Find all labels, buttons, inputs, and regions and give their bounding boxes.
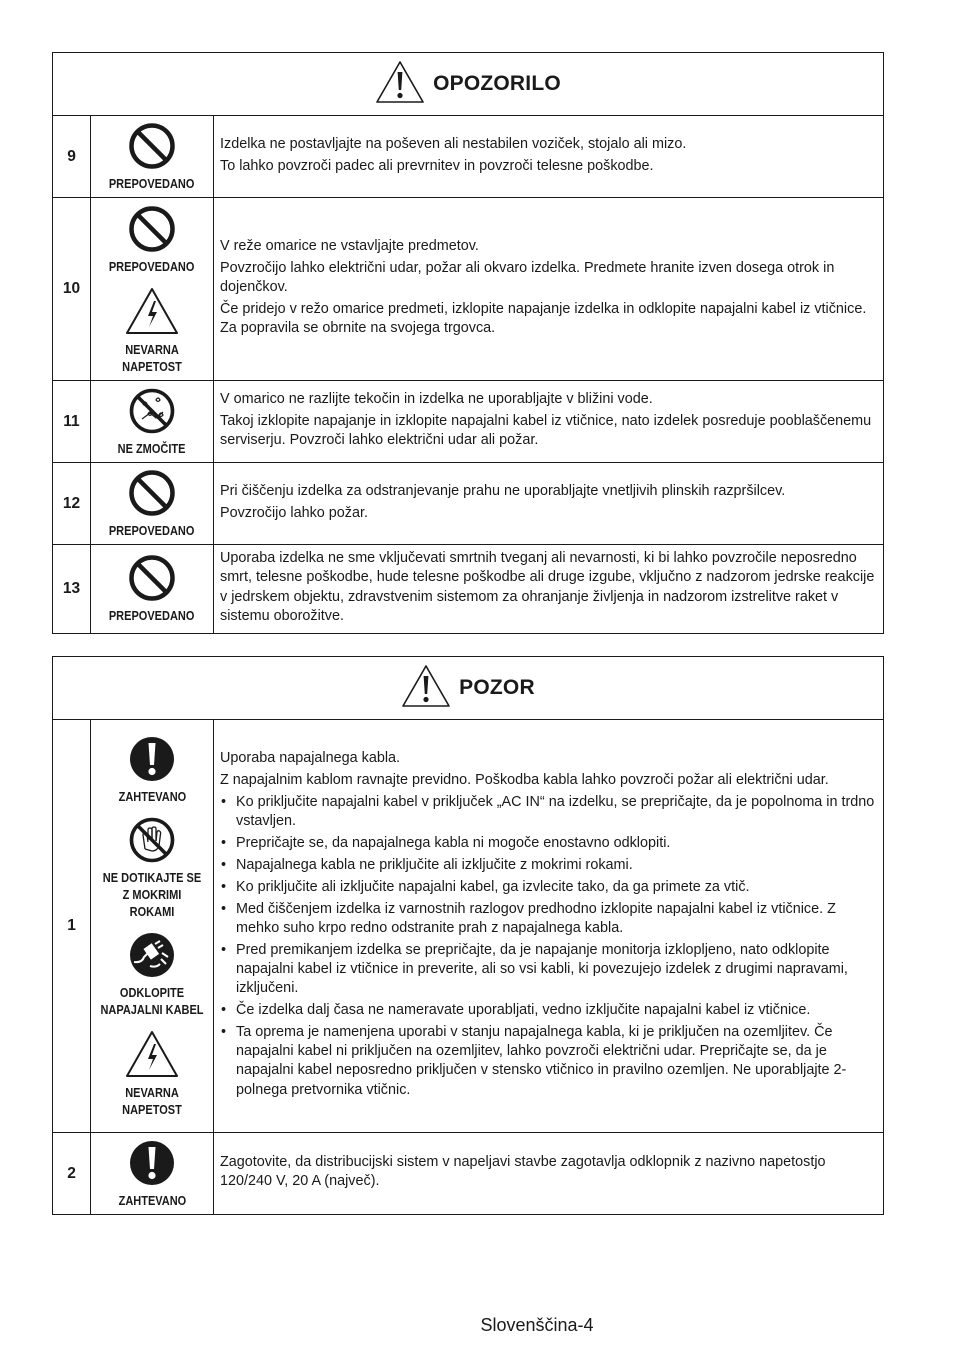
symbol-block <box>93 469 211 540</box>
symbol-caption: ODKLOPITE NAPAJALNI KABEL <box>100 986 204 1017</box>
warning-table <box>52 52 884 634</box>
mandatory-icon <box>128 735 176 783</box>
instruction-paragraph: Povzročijo lahko požar. <box>220 504 368 521</box>
high-voltage-icon <box>124 1029 180 1079</box>
caution-table <box>52 656 884 1215</box>
instruction-text <box>214 463 884 545</box>
symbol-caption: ZAHTEVANO <box>118 790 186 804</box>
instruction-paragraph: V reže omarice ne vstavljajte predmetov. <box>220 238 479 254</box>
instruction-paragraph: V omarico ne razlijte tekočin in izdelka ne uporabljajte v bližini vode. <box>220 391 653 408</box>
item-number: 9 <box>53 116 91 198</box>
prohibited-icon <box>128 205 176 253</box>
symbol-caption: PREPOVEDANO <box>109 177 195 191</box>
instruction-paragraph: Če pridejo v režo omarice predmeti, izklopite napajanje izdelka in odklopite napajalni kabel iz vtičnice. Za popravila se obrnite na svojega trgovca. <box>220 300 867 337</box>
symbol-caption: NEVARNA NAPETOST <box>122 1086 182 1117</box>
warning-row <box>53 116 884 198</box>
symbol-block <box>93 286 211 376</box>
warning-row <box>53 381 884 463</box>
no-wet-hands-icon <box>128 816 176 864</box>
instruction-paragraph: Z napajalnim kablom ravnajte previdno. Poškodba kabla lahko povzroči požar ali električni udar. <box>220 772 829 789</box>
caution-triangle-icon <box>401 664 451 713</box>
symbol-caption: NE DOTIKAJTE SE Z MOKRIMI ROKAMI <box>102 871 202 919</box>
symbol-cell <box>91 720 214 1133</box>
item-number: 2 <box>53 1133 91 1215</box>
page-number-label: Slovenščina-4 <box>480 1315 594 1335</box>
symbol-block <box>93 735 211 806</box>
prohibited-icon <box>128 469 176 517</box>
symbol-caption: PREPOVEDANO <box>109 609 195 624</box>
symbol-block <box>93 1139 211 1210</box>
instruction-paragraph: Pri čiščenju izdelka za odstranjevanje prahu ne uporabljajte vnetljivih plinskih razpršilcev. <box>220 482 786 499</box>
item-number: 13 <box>53 545 91 634</box>
warning-row <box>53 198 884 381</box>
symbol-caption: PREPOVEDANO <box>109 524 195 538</box>
instruction-text <box>214 198 884 381</box>
instruction-bullet: • Ko priključite napajalni kabel v priključek „AC IN“ na izdelku, se prepričajte, da je popolnoma in trdno vstavljen. <box>220 793 877 832</box>
symbol-caption: PREPOVEDANO <box>109 259 195 274</box>
warning-row <box>53 463 884 545</box>
symbol-block <box>93 205 211 276</box>
instruction-text <box>214 1133 884 1215</box>
symbol-cell <box>91 198 214 381</box>
instruction-text <box>214 545 884 634</box>
instruction-bullet: • Pred premikanjem izdelka se prepričajte, da je napajanje monitorja izklopljeno, nato odklopite napajalni kabel iz vtičnice in preverite, ali so vsi kabli, ki povezujejo izdelek z drugimi napravami, izključeni. <box>220 941 877 999</box>
caution-row <box>53 720 884 1133</box>
page-footer <box>0 1315 954 1336</box>
warning-header <box>53 53 884 116</box>
item-number: 1 <box>53 720 91 1133</box>
prohibited-icon <box>128 554 176 602</box>
symbol-block <box>93 1029 211 1119</box>
caution-title: POZOR <box>459 676 535 699</box>
item-number: 12 <box>53 463 91 545</box>
symbol-cell <box>91 545 214 634</box>
symbol-caption: NE ZMOČITE <box>118 442 186 456</box>
warning-row <box>53 545 884 634</box>
instruction-paragraph: Uporaba napajalnega kabla. <box>220 750 401 767</box>
instruction-bullet: • Napajalnega kabla ne priključite ali izključite z mokrimi rokami. <box>220 856 877 875</box>
symbol-cell <box>91 1133 214 1215</box>
caution-header <box>53 657 884 720</box>
instruction-bullet: • Ta oprema je namenjena uporabi v stanju napajalnega kabla, ki je priključen na ozemljitev. Če napajalni kabel ni priključen na ozemljitev, lahko povzroči električni udar. Prepričajte se, da je napajalni kabel neposredno priključen v stensko vtičnico in pravilno ozemljen. Ne uporabljajte 2-polnega pretvornika vtičnic. <box>220 1023 877 1100</box>
high-voltage-icon <box>124 286 180 336</box>
instruction-bullet: • Prepričajte se, da napajalnega kabla ni mogoče enostavno odklopiti. <box>220 834 877 853</box>
item-number: 10 <box>53 198 91 381</box>
caution-row <box>53 1133 884 1215</box>
symbol-block <box>93 816 211 921</box>
symbol-caption: ZAHTEVANO <box>118 1194 186 1208</box>
instruction-paragraph: Zagotovite, da distribucijski sistem v napeljavi stavbe zagotavlja odklopnik z nazivno napetostjo 120/240 V, 20 A (največ). <box>220 1153 826 1190</box>
instruction-text <box>214 381 884 463</box>
instruction-paragraph: To lahko povzroči padec ali prevrnitev in povzroči telesne poškodbe. <box>220 157 654 174</box>
symbol-block <box>93 122 211 193</box>
mandatory-icon <box>128 1139 176 1187</box>
warning-title: OPOZORILO <box>433 72 561 95</box>
instruction-bullet: • Med čiščenjem izdelka iz varnostnih razlogov predhodno izklopite napajalni kabel iz vtičnice. Z mehko suho krpo redno odstranite prah z napajalnega kabla. <box>220 900 877 939</box>
prohibited-icon <box>128 122 176 170</box>
instruction-bullet: • Ko priključite ali izključite napajalni kabel, ga izvlecite tako, da ga primete za vtič. <box>220 878 877 897</box>
unplug-icon <box>128 931 176 979</box>
instruction-bullet: • Če izdelka dalj časa ne nameravate uporabljati, vedno izključite napajalni kabel iz vtičnice. <box>220 1001 877 1020</box>
no-wet-icon <box>128 387 176 435</box>
symbol-caption: NEVARNA NAPETOST <box>122 342 182 374</box>
instruction-paragraph: Povzročijo lahko električni udar, požar ali okvaro izdelka. Predmete hranite izven dosega otrok in dojenčkov. <box>220 259 835 296</box>
instruction-text <box>214 720 884 1133</box>
warning-triangle-icon <box>375 60 425 109</box>
item-number: 11 <box>53 381 91 463</box>
symbol-block <box>93 931 211 1019</box>
instruction-text <box>214 116 884 198</box>
symbol-cell <box>91 116 214 198</box>
symbol-block <box>93 387 211 458</box>
instruction-list <box>220 793 877 1100</box>
symbol-cell <box>91 463 214 545</box>
symbol-cell <box>91 381 214 463</box>
symbol-block <box>93 554 211 625</box>
instruction-paragraph: Uporaba izdelka ne sme vključevati smrtnih tveganj ali nevarnosti, ki bi lahko povzročile neposredno smrt, telesne poškodbe, hude telesne poškodbe ali druge izgube, vključno z nadzorom jedrske reakcije v jedrskem objektu, zdravstvenim sistemom za ohranjanje življenja in nadzorom izstrelitve raket v sistemu oborožitve. <box>220 550 875 624</box>
instruction-paragraph: Izdelka ne postavljajte na poševen ali nestabilen voziček, stojalo ali mizo. <box>220 135 687 152</box>
instruction-paragraph: Takoj izklopite napajanje in izklopite napajalni kabel iz vtičnice, nato izdelek posreduje pooblaščenemu serviserju. Povzroči lahko električni udar ali požar. <box>220 412 872 449</box>
